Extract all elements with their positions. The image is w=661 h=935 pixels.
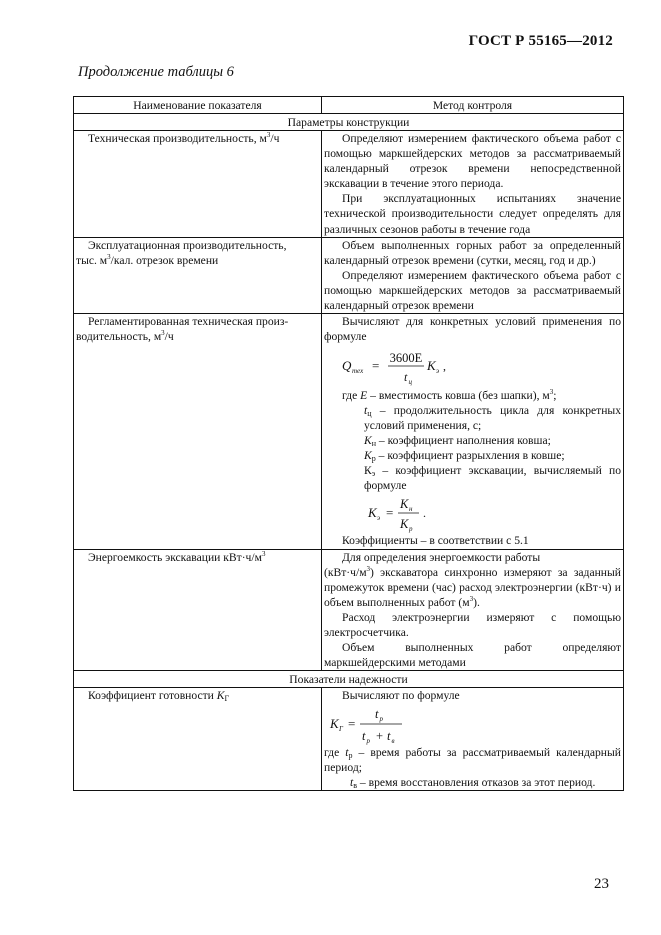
method-paragraph: Расход электроэнергии измеряют с помощью электросчетчика. [324, 610, 621, 639]
svg-text:t: t [404, 370, 408, 384]
column-header-method: Метод контроля [322, 97, 624, 114]
table-continuation-label: Продолжение таблицы 6 [78, 64, 234, 80]
formula-k-excavation [324, 493, 524, 533]
svg-text:t: t [362, 729, 366, 744]
svg-text:t: t [387, 729, 391, 744]
table-row [74, 688, 624, 791]
svg-text:t: t [375, 707, 379, 722]
section-title: Параметры конструкции [74, 114, 624, 131]
method-energy-intensity [322, 549, 624, 671]
section-row-reliability [74, 671, 624, 688]
document-standard-number: ГОСТ Р 55165—2012 [468, 33, 613, 49]
where-line: $K_р$ – коэффициент разрыхления в ковше; [364, 449, 565, 464]
column-header-name: Наименование показателя [74, 97, 322, 114]
page-number: 23 [594, 876, 609, 892]
svg-text:3600E: 3600E [389, 351, 423, 365]
svg-text:,: , [443, 359, 446, 373]
indicator-name-technical-productivity: Техническая производительность, $м^3/ч$ [74, 131, 322, 237]
where-line: где $t_р$ – время работы за рассматриваемый календарный период; [324, 746, 622, 775]
svg-text:ц: ц [408, 378, 412, 386]
indicator-name-availability-factor: Коэффициент готовности $K_Г$ [74, 688, 322, 791]
table-row [74, 549, 624, 671]
svg-text:р: р [409, 525, 413, 534]
svg-text:=: = [386, 505, 394, 521]
svg-text:Q: Q [342, 358, 352, 373]
method-paragraph: $(кВт\cdot ч/м^3)$ экскаватора синхронно измеряют за заданный промежуток времени (час) расход электроэнергии (кВт·ч) и объем выполненных работ $(м^3)$. [324, 564, 621, 609]
method-regulated-productivity [322, 313, 624, 549]
method-paragraph: Коэффициенты – в соответствии с 5.1 [342, 534, 529, 548]
indicator-name-regulated-productivity: Регламентированная техническая произ- водительность, $м^3/ч$ [74, 313, 322, 549]
method-paragraph: Вычисляют по формуле [342, 689, 460, 703]
section-title: Показатели надежности [74, 671, 624, 688]
where-line: $K_н$ – коэффициент наполнения ковша; [364, 434, 551, 449]
svg-text:э: э [377, 514, 381, 523]
method-paragraph: Объем выполненных работ определяют маркшейдерскими методами [324, 640, 621, 669]
method-paragraph: Определяют измерением фактического объема работ с помощью маркшейдерских методов за рассматриваемый календарный отрезок времени непосредственной экскавации в течение этого периода. [324, 132, 621, 191]
table-header-row [74, 97, 624, 114]
svg-text:р: р [366, 737, 370, 746]
method-availability-factor [322, 688, 624, 791]
method-paragraph: Определяют измерением фактического объема работ с помощью маркшейдерских методов за рассматриваемый календарный отрезок времени [324, 268, 621, 312]
svg-text:=: = [372, 358, 380, 373]
method-paragraph: Вычисляют для конкретных условий применения по формуле [324, 314, 621, 343]
svg-text:э: э [436, 367, 440, 375]
indicator-name-operational-productivity: Эксплуатационная производительность, тыс. $м^3$/кал. отрезок времени [74, 237, 322, 313]
svg-text:р: р [379, 715, 383, 724]
method-paragraph: Объем выполненных горных работ за определенный календарный отрезок времени (сутки, месяц, год и др.) [324, 238, 621, 267]
indicator-name-energy-intensity: Энергоемкость экскавации $кВт\cdot ч/м^3$ [74, 549, 322, 671]
svg-text:н: н [409, 505, 413, 514]
table-row [74, 313, 624, 549]
svg-text:Г: Г [339, 725, 343, 734]
where-line: где E – вместимость ковша (без шапки), $м^3$; [342, 388, 557, 402]
method-paragraph: Для определения энергоемкости работы [342, 550, 541, 564]
svg-text:+: + [376, 729, 384, 744]
svg-text:K: K [368, 505, 377, 521]
method-operational-productivity [322, 237, 624, 313]
svg-text:=: = [348, 716, 356, 732]
svg-text:в: в [391, 737, 395, 746]
table-row [74, 237, 624, 313]
svg-text:тех: тех [352, 367, 364, 375]
method-technical-productivity [322, 131, 624, 237]
svg-text:K: K [400, 497, 409, 512]
formula-k-availability [324, 703, 524, 745]
svg-text:K: K [330, 716, 339, 732]
svg-text:K: K [427, 358, 436, 373]
indicators-table [73, 96, 624, 791]
method-paragraph: При эксплуатационных испытаниях значение технической производительности следует определять для различных сезонов работы в течение года [324, 192, 621, 236]
svg-text:.: . [423, 506, 426, 521]
svg-text:K: K [400, 517, 409, 532]
where-line: $К_э$ – коэффициент экскавации, вычисляемый по формуле [364, 464, 621, 493]
where-line: $t_ц$ – продолжительность цикла для конкретных условий применения, с; [364, 404, 621, 433]
table-row [74, 131, 624, 237]
formula-q-tech [324, 344, 524, 388]
section-row-construction [74, 114, 624, 131]
where-line: $t_в$ – время восстановления отказов за этот период. [350, 776, 596, 791]
